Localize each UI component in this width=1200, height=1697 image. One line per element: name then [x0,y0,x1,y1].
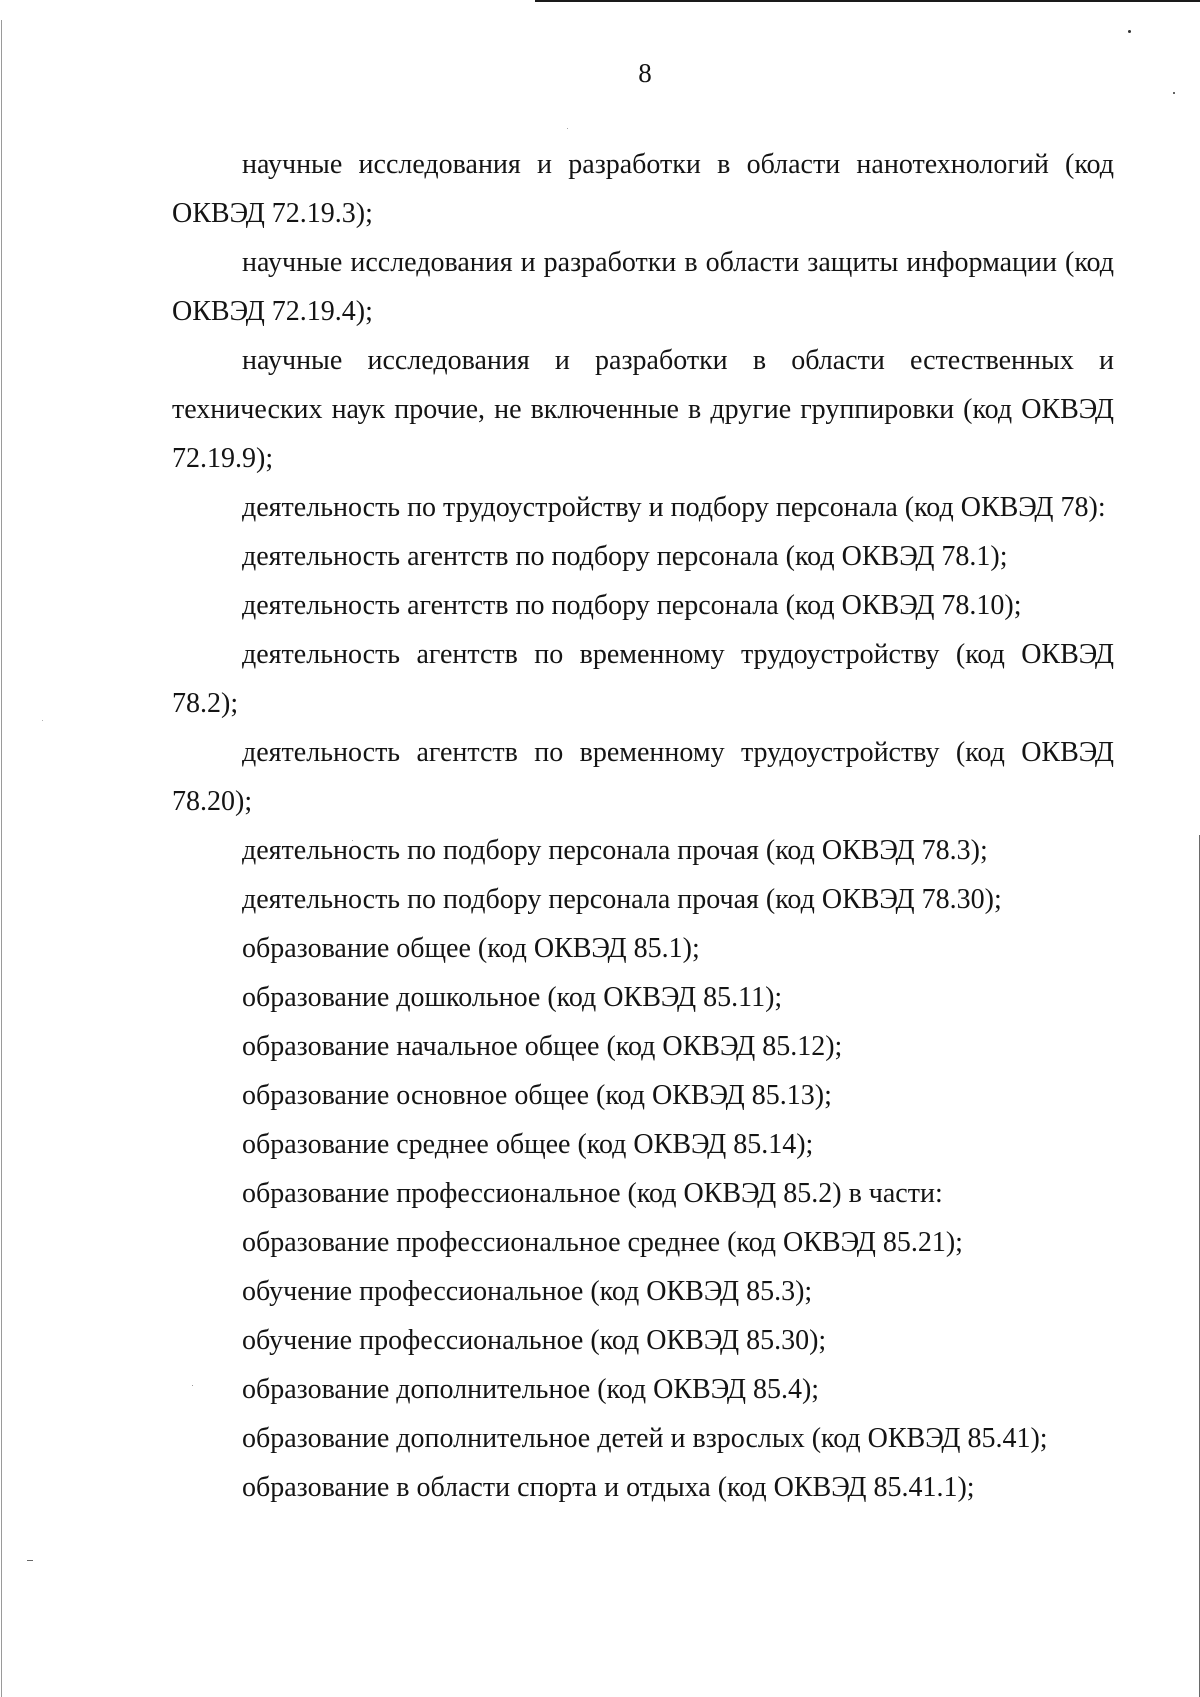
scan-speck [1128,30,1131,33]
paragraph: образование в области спорта и отдыха (код ОКВЭД 85.41.1); [242,1472,975,1503]
paragraph: обучение профессиональное (код ОКВЭД 85.3); [242,1276,813,1307]
paragraph: деятельность агентств по подбору персонала (код ОКВЭД 78.1); [242,541,1008,572]
paragraph: образование профессиональное (код ОКВЭД 85.2) в части: [242,1178,943,1209]
paragraph: образование среднее общее (код ОКВЭД 85.14); [242,1129,814,1160]
paragraph: образование основное общее (код ОКВЭД 85.13); [242,1080,832,1111]
paragraph: образование дополнительное (код ОКВЭД 85.4); [242,1374,820,1405]
scan-speck [42,720,43,721]
paragraph: деятельность по подбору персонала прочая (код ОКВЭД 78.3); [242,835,988,866]
paragraph: научные исследования и разработки в области защиты информации (код ОКВЭД 72.19.4); [172,247,1114,327]
scan-speck [1173,92,1175,94]
paragraph: деятельность по трудоустройству и подбору персонала (код ОКВЭД 78): [242,492,1106,523]
paragraph: образование общее (код ОКВЭД 85.1); [242,933,700,964]
document-body [172,140,1114,1512]
scan-speck [27,1560,33,1561]
paragraph: образование начальное общее (код ОКВЭД 85.12); [242,1031,843,1062]
paragraph: деятельность по подбору персонала прочая (код ОКВЭД 78.30); [242,884,1002,915]
paragraph: научные исследования и разработки в области нанотехнологий (код ОКВЭД 72.19.3); [172,149,1114,229]
paragraph: деятельность агентств по временному трудоустройству (код ОКВЭД 78.20); [172,737,1114,817]
paragraph: образование дополнительное детей и взрослых (код ОКВЭД 85.41); [242,1423,1048,1454]
paragraph: обучение профессиональное (код ОКВЭД 85.30); [242,1325,827,1356]
paragraph: научные исследования и разработки в области естественных и технических наук прочие, не включенные в другие группировки (код ОКВЭД 72.19.9); [172,345,1114,474]
scan-edge-left [1,20,2,1697]
scan-edge-top [535,0,1200,2]
paragraph: образование профессиональное среднее (код ОКВЭД 85.21); [242,1227,963,1258]
paragraph: образование дошкольное (код ОКВЭД 85.11); [242,982,783,1013]
scan-speck [567,128,568,129]
paragraph: деятельность агентств по временному трудоустройству (код ОКВЭД 78.2); [172,639,1114,719]
paragraph: деятельность агентств по подбору персонала (код ОКВЭД 78.10); [242,590,1022,621]
page-number: 8 [638,58,652,88]
